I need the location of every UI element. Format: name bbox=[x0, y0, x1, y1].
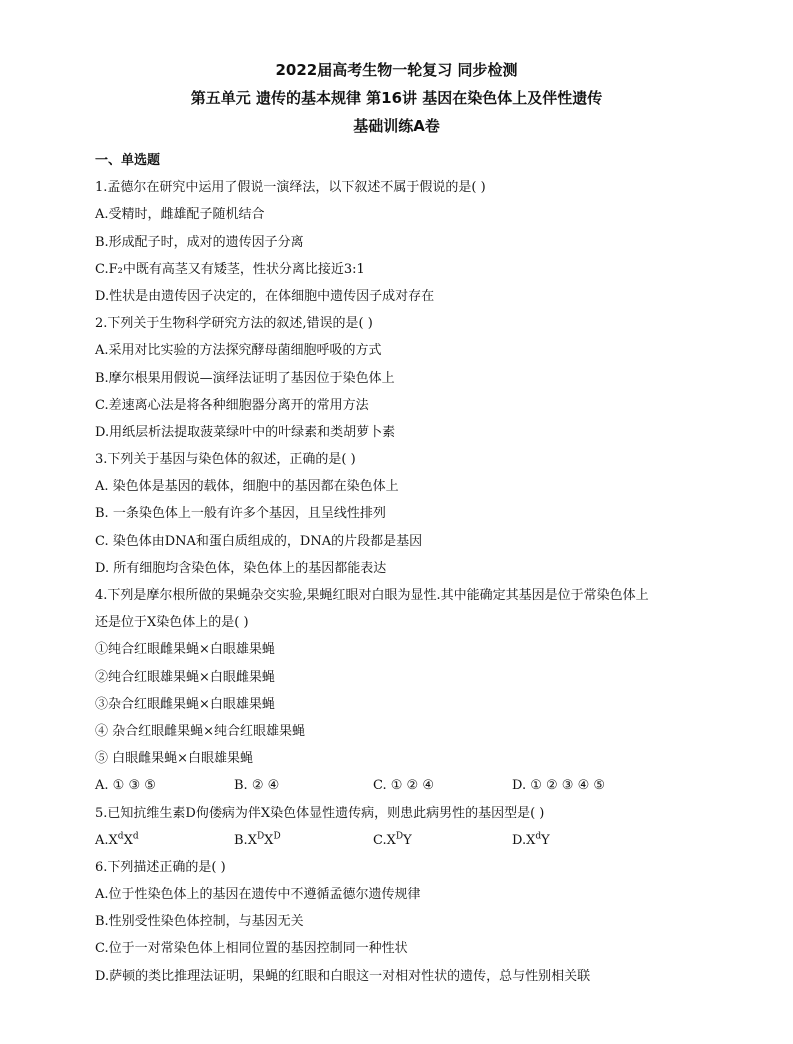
allele-superscript: D bbox=[273, 831, 281, 842]
question-5-option-a bbox=[95, 827, 234, 854]
question-3-option-b: B. 一条染色体上一般有许多个基因，且呈线性排列 bbox=[95, 506, 386, 522]
question-6-option-d: D.萨顿的类比推理法证明，果蝇的红眼和白眼这一对相对性状的遗传，总与性别相关联 bbox=[95, 968, 591, 984]
question-5-option-c bbox=[373, 827, 512, 854]
question-1-option-b: B.形成配子时，成对的遗传因子分离 bbox=[95, 234, 304, 250]
genotype-base: X bbox=[264, 832, 274, 848]
allele-superscript: d bbox=[117, 831, 124, 842]
option-letter: C. bbox=[373, 832, 387, 848]
genotype-base: X bbox=[247, 832, 257, 848]
question-5-stem: 5.已知抗维生素D佝偻病为伴X染色体显性遗传病，则患此病男性的基因型是( ) bbox=[95, 805, 545, 821]
question-6-option-a: A.位于性染色体上的基因在遗传中不遵循孟德尔遗传规律 bbox=[95, 887, 421, 903]
question-6-option-c: C.位于一对常染色体上相同位置的基因控制同一种性状 bbox=[95, 941, 408, 957]
question-3-option-a: A. 染色体是基因的载体，细胞中的基因都在染色体上 bbox=[95, 479, 399, 495]
question-4-option-b: B. ② ④ bbox=[234, 778, 280, 794]
question-3-option-c: C. 染色体由DNA和蛋白质组成的，DNA的片段都是基因 bbox=[95, 533, 423, 549]
question-4-item-3: ③杂合红眼雌果蝇×白眼雄果蝇 bbox=[95, 696, 275, 712]
question-4-item-5: ⑤ 白眼雌果蝇×白眼雄果蝇 bbox=[95, 751, 254, 767]
question-2-option-a: A.采用对比实验的方法探究酵母菌细胞呼吸的方式 bbox=[95, 343, 382, 359]
genotype-base: X bbox=[123, 832, 133, 848]
title-line-3: 基础训练A卷 bbox=[353, 117, 440, 135]
genotype-base: Y bbox=[541, 832, 550, 848]
question-4-item-2: ②纯合红眼雄果蝇×白眼雌果蝇 bbox=[95, 669, 275, 685]
question-3-stem: 3.下列关于基因与染色体的叙述，正确的是( ) bbox=[95, 452, 356, 468]
question-2-stem: 2.下列关于生物科学研究方法的叙述,错误的是( ) bbox=[95, 316, 373, 332]
genotype-base: X bbox=[526, 832, 536, 848]
title-line-1: 2022届高考生物一轮复习 同步检测 bbox=[275, 61, 518, 79]
genotype-base: X bbox=[108, 832, 118, 848]
allele-superscript: D bbox=[395, 831, 404, 842]
question-4-item-1: ①纯合红眼雌果蝇×白眼雄果蝇 bbox=[95, 642, 275, 658]
question-2-option-d: D.用纸层析法提取菠菜绿叶中的叶绿素和类胡萝卜素 bbox=[95, 424, 396, 440]
title-block bbox=[0, 56, 793, 140]
question-5-options bbox=[95, 827, 695, 854]
question-4-option-c: C. ① ② ④ bbox=[373, 778, 434, 794]
genotype-base: X bbox=[386, 832, 396, 848]
question-2-option-c: C.差速离心法是将各种细胞器分离开的常用方法 bbox=[95, 397, 369, 413]
question-4-options bbox=[95, 772, 695, 799]
question-4-option-a: A. ① ③ ⑤ bbox=[95, 778, 156, 794]
question-4-option-d: D. ① ② ③ ④ ⑤ bbox=[512, 778, 606, 794]
option-letter: A. bbox=[95, 832, 109, 848]
title-line-2: 第五单元 遗传的基本规律 第16讲 基因在染色体上及伴性遗传 bbox=[190, 89, 603, 107]
question-1-stem: 1.孟德尔在研究中运用了假说一演绎法，以下叙述不属于假说的是( ) bbox=[95, 180, 486, 196]
question-1-option-a: A.受精时，雌雄配子随机结合 bbox=[95, 207, 265, 223]
question-1-option-d: D.性状是由遗传因子决定的，在体细胞中遗传因子成对存在 bbox=[95, 288, 435, 304]
question-2-option-b: B.摩尔根果用假说—演绎法证明了基因位于染色体上 bbox=[95, 370, 395, 386]
option-letter: D. bbox=[512, 832, 527, 848]
question-5-option-d bbox=[512, 827, 651, 854]
question-list bbox=[95, 147, 695, 990]
question-5-option-b bbox=[234, 827, 373, 854]
allele-superscript: d bbox=[535, 831, 542, 842]
allele-superscript: D bbox=[256, 831, 265, 842]
question-1-option-c: C.F₂中既有高茎又有矮茎，性状分离比接近3:1 bbox=[95, 261, 365, 277]
question-6-option-b: B.性别受性染色体控制，与基因无关 bbox=[95, 914, 304, 930]
question-4-item-4: ④ 杂合红眼雌果蝇×纯合红眼雄果蝇 bbox=[95, 723, 306, 739]
question-3-option-d: D. 所有细胞均含染色体，染色体上的基因都能表达 bbox=[95, 560, 387, 576]
question-4-stem-line-2: 还是位于X染色体上的是( ) bbox=[95, 615, 249, 631]
option-letter: B. bbox=[234, 832, 248, 848]
section-title: 一、单选题 bbox=[95, 153, 161, 168]
question-4-stem-line-1: 4.下列是摩尔根所做的果蝇杂交实验,果蝇红眼对白眼为显性.其中能确定其基因是位于常染色体上 bbox=[95, 588, 649, 603]
question-6-stem: 6.下列描述正确的是( ) bbox=[95, 859, 226, 875]
allele-superscript: d bbox=[132, 831, 139, 842]
genotype-base: Y bbox=[403, 832, 412, 848]
